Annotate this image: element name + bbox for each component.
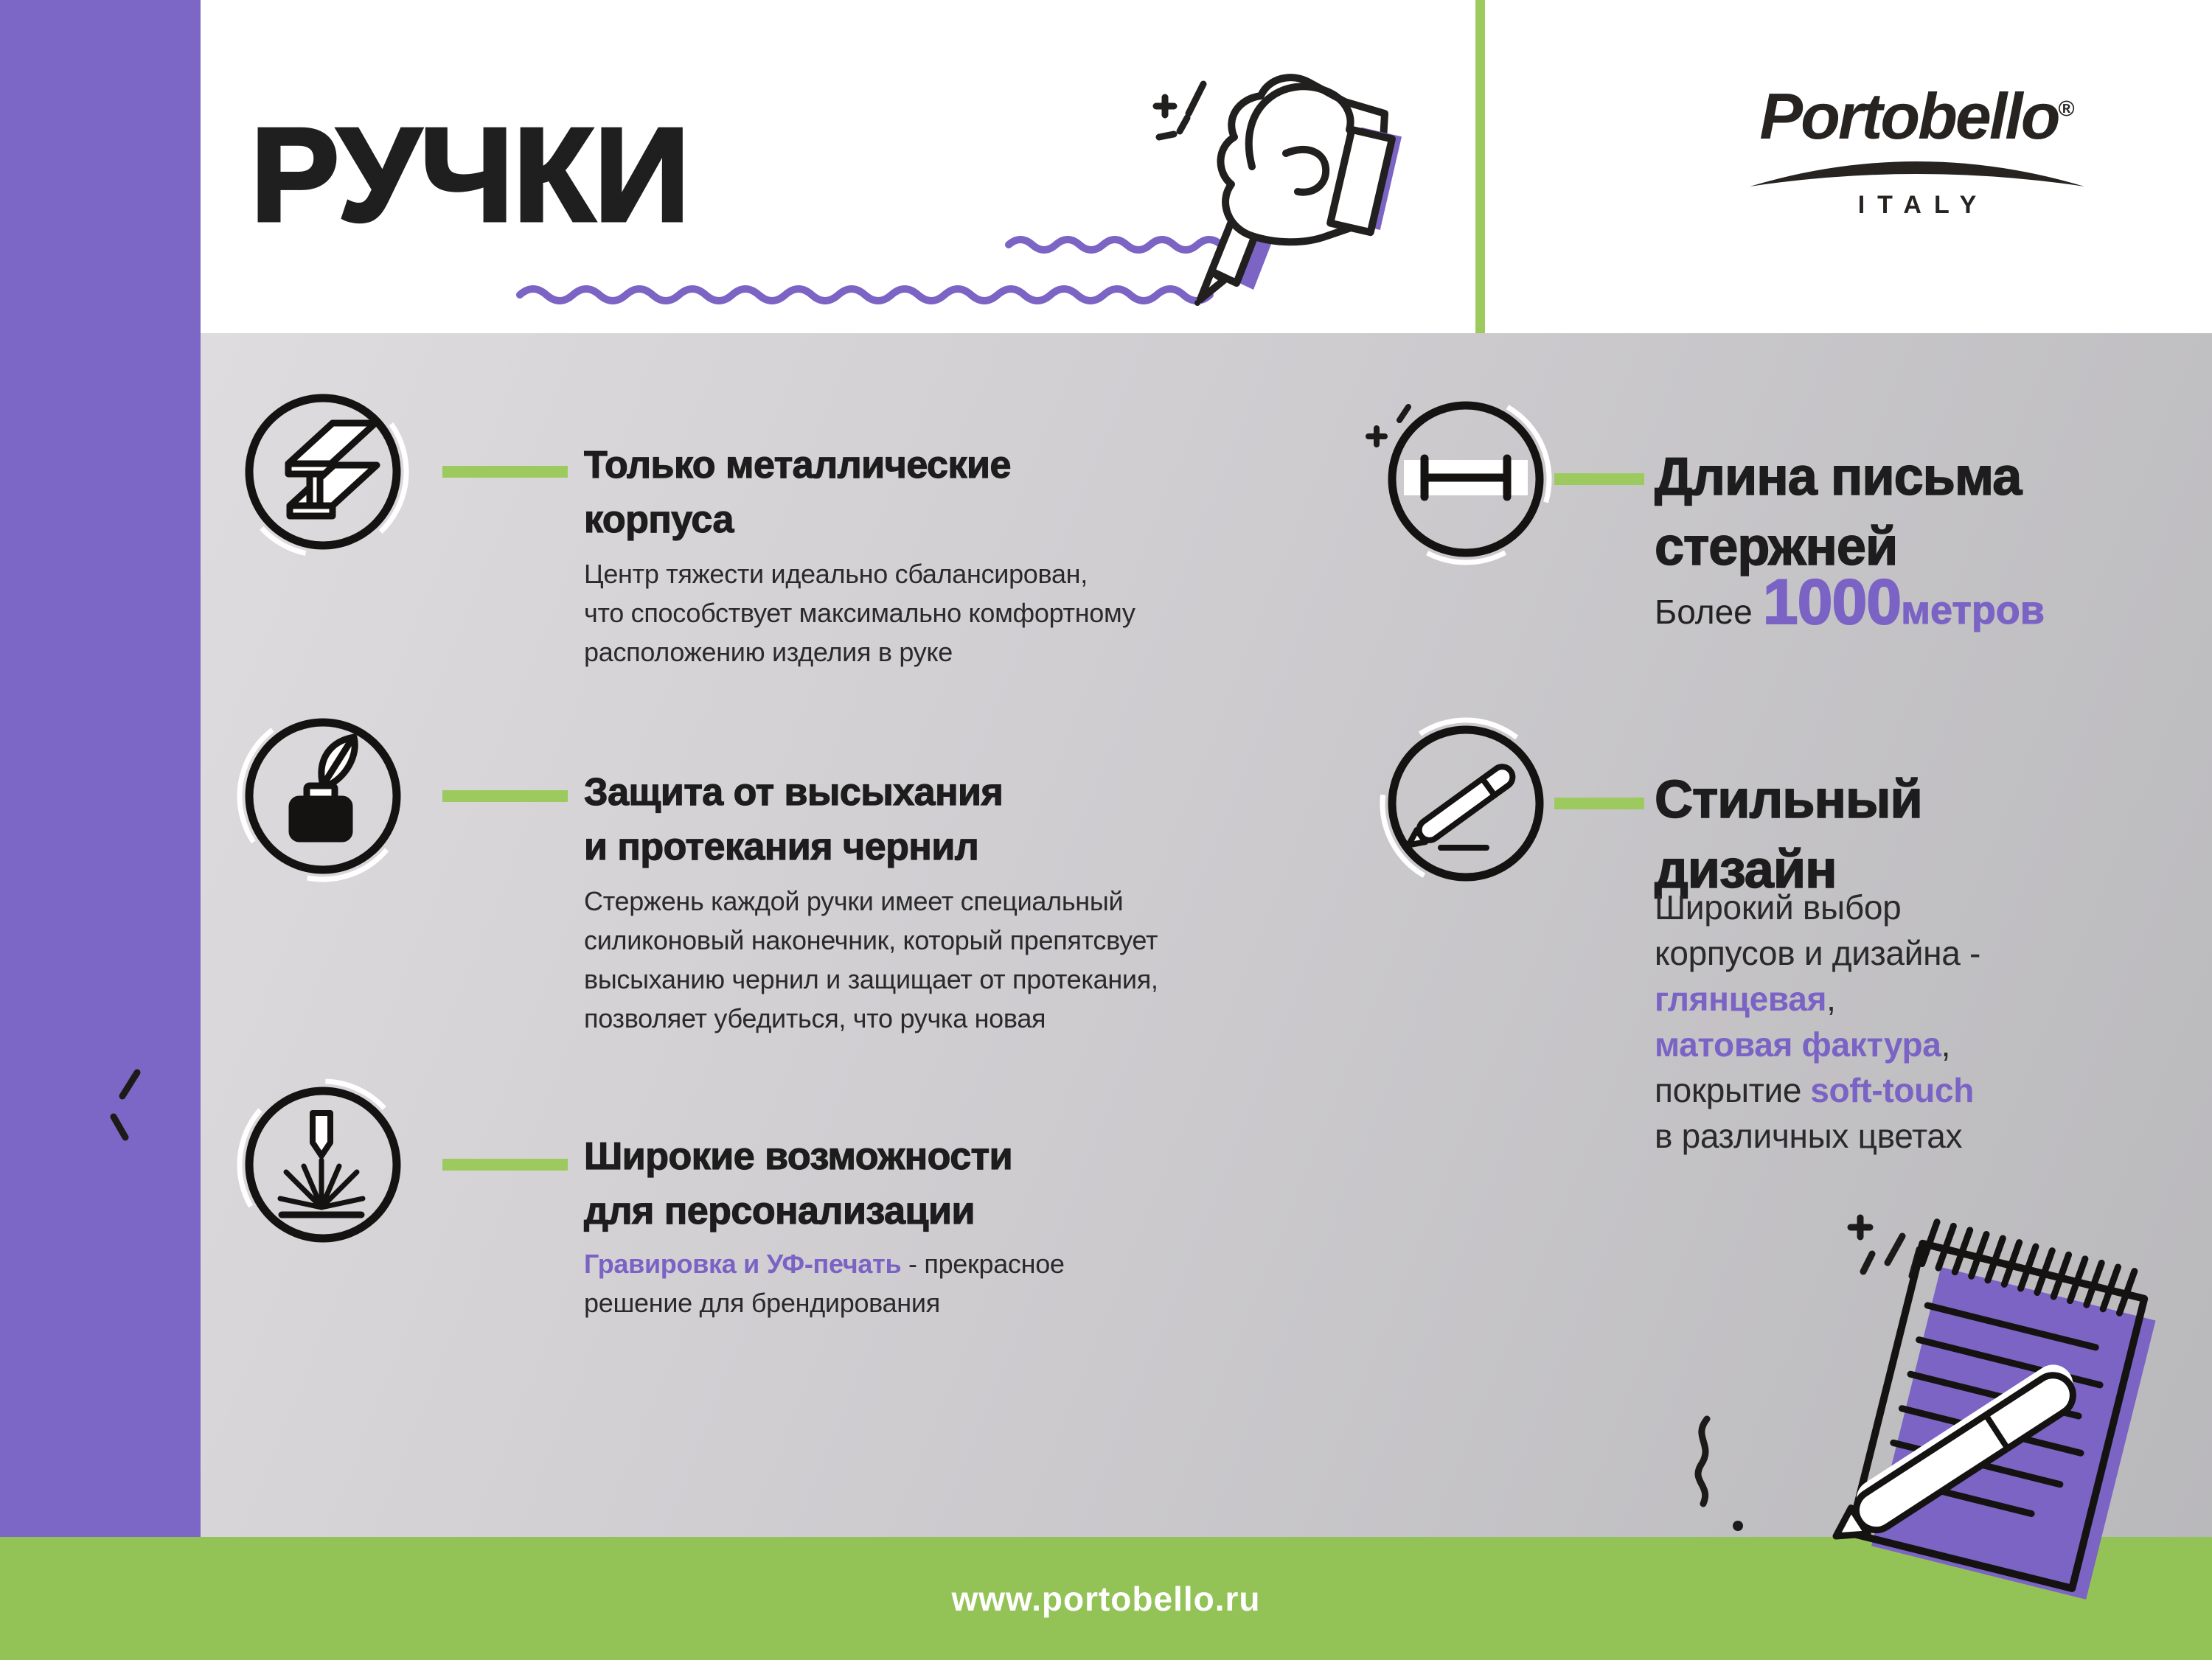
connector-dash [442, 466, 568, 478]
laser-engraving-icon [234, 1076, 411, 1253]
sparkle-icon [1156, 84, 1203, 137]
sparkle-icon [103, 1065, 192, 1168]
brand-name: Portobello® [1759, 80, 2075, 153]
accent-text: глянцевая [1655, 980, 1827, 1018]
connector-dash [1554, 473, 1644, 485]
page-title: РУЧКИ [251, 101, 690, 249]
brand-logo [1725, 77, 2109, 220]
feature-title-stylish-design: Стильный дизайн [1655, 770, 1922, 899]
metal-profile-icon [234, 383, 411, 560]
stylish-pen-icon [1377, 715, 1554, 892]
stat-value: 1000 [1762, 567, 1902, 638]
accent-text: Гравировка и УФ-печать [584, 1249, 902, 1279]
squiggle-doodle [1698, 1419, 1707, 1504]
feature-title-ink-protection: Защита от высыхания и протекания чернил [584, 771, 1004, 868]
accent-text: матовая фактура [1655, 1025, 1941, 1064]
stat-unit: метров [1901, 588, 2045, 632]
brand-country: ITALY [1857, 190, 1989, 219]
notepad-pen-illustration [1663, 1198, 2194, 1611]
sidebar-accent-bar [0, 0, 201, 1537]
connector-dash [442, 1159, 568, 1171]
feature-description-ink-protection: Стержень каждой ручки имеет специальный силиконовый наконечник, который препятсвует высыханию чернил и защищает от протекания, позволяет убедиться, что ручка новая [584, 886, 1158, 1033]
footer-url[interactable]: www.portobello.ru [951, 1579, 1261, 1618]
accent-text: soft-touch [1810, 1071, 1975, 1109]
sparkle-icon [1851, 1218, 1919, 1276]
writing-length-stat [1655, 566, 2045, 639]
feature-title-personalization: Широкие возможности для персонализации [584, 1135, 1013, 1232]
logo-swoosh [1744, 157, 2090, 189]
feature-title-metal-body: Только металлические корпуса [584, 444, 1011, 541]
feature-description-stylish-design: Широкий выбор корпусов и дизайна - глянцевая, матовая фактура, покрытие soft-touch в различных цветах [1655, 888, 1980, 1155]
inkwell-quill-icon [234, 708, 411, 885]
stat-prefix: Более [1655, 593, 1753, 631]
feature-title-writing-length: Длина письма стержней [1655, 447, 2022, 576]
connector-dash [442, 790, 568, 802]
hand-writing-pen-illustration [1141, 43, 1488, 323]
connector-dash [1554, 798, 1644, 809]
feature-description-personalization: Гравировка и УФ-печать - прекрасное решение для брендирования [584, 1249, 1065, 1318]
pen-tip [1200, 271, 1224, 299]
feature-description-metal-body: Центр тяжести идеально сбалансирован, что способствует максимально комфортному расположению изделия в руке [584, 559, 1135, 667]
registered-mark: ® [2058, 97, 2075, 122]
sparkle-icon [1355, 398, 1436, 479]
